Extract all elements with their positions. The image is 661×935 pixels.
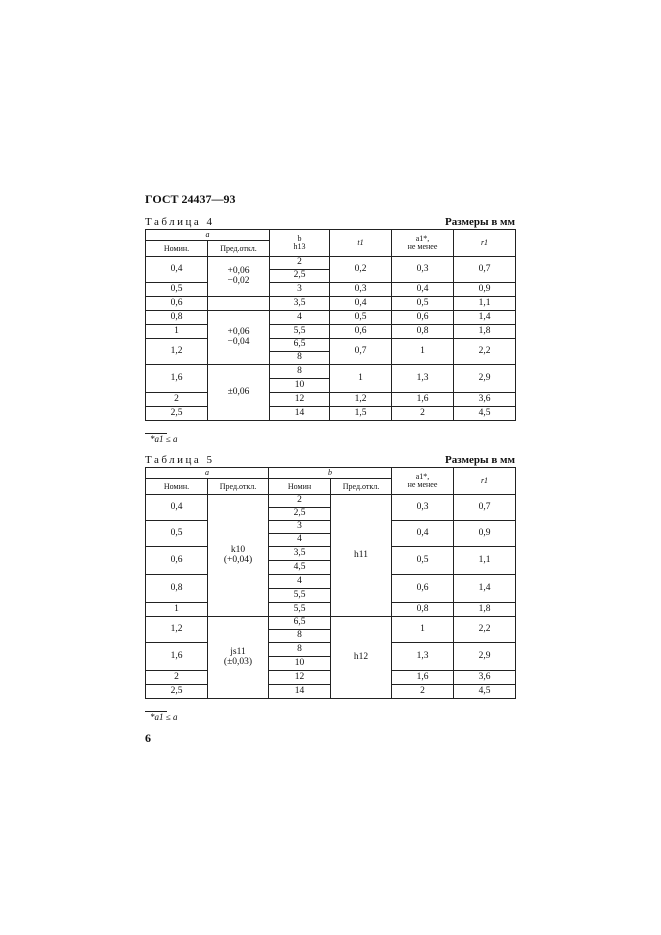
t4-t1-cell: 1,5 bbox=[330, 407, 392, 421]
t4-b-cell: 8 bbox=[270, 352, 330, 365]
t5-nom-cell: 0,4 bbox=[146, 495, 208, 521]
t5-nom-cell: 0,6 bbox=[146, 547, 208, 575]
t5-b-cell: 6,5 bbox=[269, 617, 331, 630]
t5-r1-cell: 2,9 bbox=[454, 643, 516, 671]
t5-header-a1: a1*, не менее bbox=[392, 468, 454, 495]
t5-b-cell: 4 bbox=[269, 534, 331, 547]
t5-r1-cell: 4,5 bbox=[454, 685, 516, 699]
t4-b-cell: 2,5 bbox=[270, 270, 330, 283]
t5-b-cell: 5,5 bbox=[269, 589, 331, 603]
table-5 bbox=[145, 467, 516, 699]
t4-a1-cell: 0,8 bbox=[392, 325, 454, 339]
t4-nom-cell: 1,6 bbox=[146, 365, 208, 393]
t5-b-cell: 14 bbox=[269, 685, 331, 699]
t5-header-b-nom: Номин bbox=[269, 479, 331, 495]
t4-b-cell: 6,5 bbox=[270, 339, 330, 352]
t4-t1-cell: 0,7 bbox=[330, 339, 392, 365]
t4-a1-cell: 0,6 bbox=[392, 311, 454, 325]
t4-b-cell: 5,5 bbox=[270, 325, 330, 339]
t4-r1-cell: 4,5 bbox=[454, 407, 516, 421]
t5-nom-cell: 1,2 bbox=[146, 617, 208, 643]
t5-a1-cell: 0,3 bbox=[392, 495, 454, 521]
t4-b-cell: 8 bbox=[270, 365, 330, 379]
t5-r1-cell: 0,9 bbox=[454, 521, 516, 547]
t5-a1-cell: 1,6 bbox=[392, 671, 454, 685]
t5-r1-cell: 1,1 bbox=[454, 547, 516, 575]
t4-header-nom: Номин. bbox=[146, 241, 208, 257]
document-header: ГОСТ 24437—93 bbox=[145, 192, 236, 206]
t4-b-cell: 14 bbox=[270, 407, 330, 421]
t4-r1-cell: 0,7 bbox=[454, 257, 516, 283]
t4-header-r1: r1 bbox=[454, 230, 516, 257]
t4-r1-cell: 3,6 bbox=[454, 393, 516, 407]
t4-nom-cell: 0,5 bbox=[146, 283, 208, 297]
t4-r1-cell: 1,4 bbox=[454, 311, 516, 325]
t5-r1-cell: 1,8 bbox=[454, 603, 516, 617]
t5-b-cell: 8 bbox=[269, 643, 331, 657]
t4-nom-cell: 0,4 bbox=[146, 257, 208, 283]
t4-r1-cell: 2,2 bbox=[454, 339, 516, 365]
t5-a1-cell: 0,5 bbox=[392, 547, 454, 575]
t4-header-pred: Пред.откл. bbox=[208, 241, 270, 257]
t5-b-cell: 2 bbox=[269, 495, 331, 508]
t5-header-b: b bbox=[269, 468, 392, 479]
t4-b-cell: 3,5 bbox=[270, 297, 330, 311]
t4-dev-cell: ±0,06 bbox=[208, 365, 270, 421]
t5-header-pred: Пред.откл. bbox=[208, 479, 269, 495]
t4-r1-cell: 1,1 bbox=[454, 297, 516, 311]
t4-nom-cell: 1 bbox=[146, 325, 208, 339]
t4-nom-cell: 1,2 bbox=[146, 339, 208, 365]
t4-b-cell: 3 bbox=[270, 283, 330, 297]
t5-b-cell: 4,5 bbox=[269, 561, 331, 575]
t4-header-a: a bbox=[146, 230, 270, 241]
t4-header-a1: a1*, не менее bbox=[392, 230, 454, 257]
t4-b-cell: 4 bbox=[270, 311, 330, 325]
t4-b-cell: 2 bbox=[270, 257, 330, 270]
t5-header-a: a bbox=[146, 468, 269, 479]
t5-b-cell: 2,5 bbox=[269, 508, 331, 521]
t4-t1-cell: 0,6 bbox=[330, 325, 392, 339]
t5-a1-cell: 0,4 bbox=[392, 521, 454, 547]
t4-t1-cell: 0,3 bbox=[330, 283, 392, 297]
t5-r1-cell: 1,4 bbox=[454, 575, 516, 603]
table-5-units: Размеры в мм bbox=[445, 454, 515, 466]
t4-a1-cell: 1,6 bbox=[392, 393, 454, 407]
t5-r1-cell: 0,7 bbox=[454, 495, 516, 521]
t5-a1-cell: 0,8 bbox=[392, 603, 454, 617]
table-5-footnote: *a1 ≤ a bbox=[150, 712, 178, 722]
t5-b-dev-cell: h11 bbox=[331, 495, 392, 617]
t5-nom-cell: 2,5 bbox=[146, 685, 208, 699]
t5-b-cell: 10 bbox=[269, 657, 331, 671]
t4-a1-cell: 2 bbox=[392, 407, 454, 421]
t5-b-cell: 3 bbox=[269, 521, 331, 534]
t4-nom-cell: 2,5 bbox=[146, 407, 208, 421]
t5-b-cell: 3,5 bbox=[269, 547, 331, 561]
t4-nom-cell: 0,6 bbox=[146, 297, 208, 311]
t5-b-cell: 8 bbox=[269, 630, 331, 643]
t4-t1-cell: 1,2 bbox=[330, 393, 392, 407]
t4-t1-cell: 0,5 bbox=[330, 311, 392, 325]
t4-b-cell: 10 bbox=[270, 379, 330, 393]
t5-header-nom: Номин. bbox=[146, 479, 208, 495]
t4-nom-cell: 0,8 bbox=[146, 311, 208, 325]
t5-dev-cell: js11 (±0,03) bbox=[208, 617, 269, 699]
t4-header-b: b h13 bbox=[270, 230, 330, 257]
t4-r1-cell: 2,9 bbox=[454, 365, 516, 393]
t4-nom-cell: 2 bbox=[146, 393, 208, 407]
t4-b-cell: 12 bbox=[270, 393, 330, 407]
t5-r1-cell: 2,2 bbox=[454, 617, 516, 643]
t5-b-cell: 4 bbox=[269, 575, 331, 589]
t4-header-t1: t1 bbox=[330, 230, 392, 257]
t4-a1-cell: 0,4 bbox=[392, 283, 454, 297]
t5-nom-cell: 1 bbox=[146, 603, 208, 617]
t4-t1-cell: 0,4 bbox=[330, 297, 392, 311]
t4-dev-cell: +0,06 −0,02 bbox=[208, 257, 270, 297]
t5-nom-cell: 0,5 bbox=[146, 521, 208, 547]
t5-a1-cell: 2 bbox=[392, 685, 454, 699]
t5-r1-cell: 3,6 bbox=[454, 671, 516, 685]
t5-header-b-pred: Пред.откл. bbox=[331, 479, 392, 495]
t5-nom-cell: 1,6 bbox=[146, 643, 208, 671]
t4-a1-cell: 0,5 bbox=[392, 297, 454, 311]
t5-dev-cell: k10 (+0,04) bbox=[208, 495, 269, 617]
table-4-units: Размеры в мм bbox=[445, 216, 515, 228]
t5-a1-cell: 0,6 bbox=[392, 575, 454, 603]
table-4-caption: Таблица 4 bbox=[145, 216, 215, 228]
t4-r1-cell: 1,8 bbox=[454, 325, 516, 339]
page-number: 6 bbox=[145, 731, 151, 745]
t4-r1-cell: 0,9 bbox=[454, 283, 516, 297]
t4-a1-cell: 0,3 bbox=[392, 257, 454, 283]
t5-b-cell: 12 bbox=[269, 671, 331, 685]
t4-t1-cell: 1 bbox=[330, 365, 392, 393]
t5-nom-cell: 0,8 bbox=[146, 575, 208, 603]
t5-b-dev-cell: h12 bbox=[331, 617, 392, 699]
t5-a1-cell: 1,3 bbox=[392, 643, 454, 671]
table-4-footnote: *a1 ≤ a bbox=[150, 434, 178, 444]
t4-dev-cell: +0,06 −0,04 bbox=[208, 311, 270, 365]
t5-b-cell: 5,5 bbox=[269, 603, 331, 617]
t4-t1-cell: 0,2 bbox=[330, 257, 392, 283]
t5-a1-cell: 1 bbox=[392, 617, 454, 643]
t5-header-r1: r1 bbox=[454, 468, 516, 495]
table-5-caption: Таблица 5 bbox=[145, 454, 215, 466]
t4-a1-cell: 1,3 bbox=[392, 365, 454, 393]
t4-a1-cell: 1 bbox=[392, 339, 454, 365]
table-4 bbox=[145, 229, 516, 421]
t5-nom-cell: 2 bbox=[146, 671, 208, 685]
